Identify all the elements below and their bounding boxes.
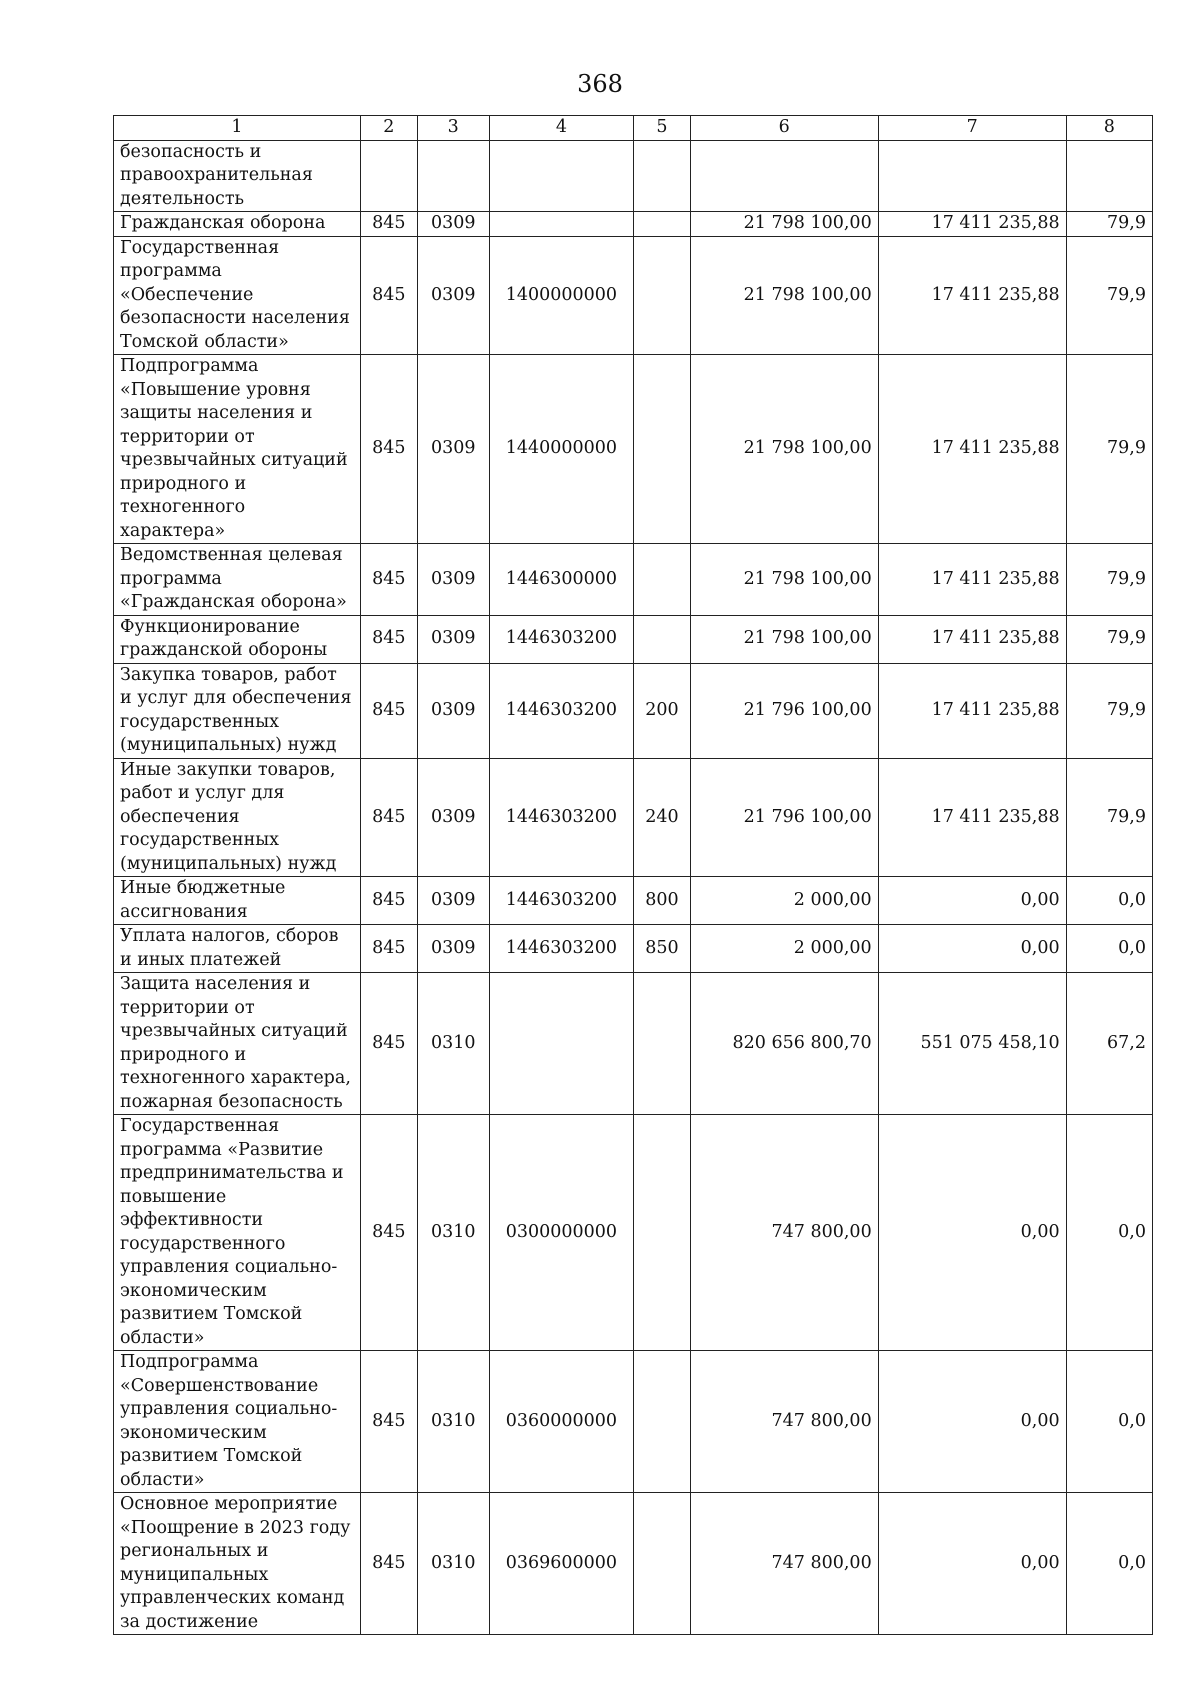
cell-percent bbox=[1066, 140, 1152, 212]
cell-section bbox=[417, 140, 489, 212]
cell-plan: 747 800,00 bbox=[690, 1115, 878, 1351]
cell-target: 1440000000 bbox=[489, 355, 633, 544]
cell-type bbox=[634, 212, 691, 237]
table-row bbox=[114, 1351, 1153, 1493]
cell-ministry: 845 bbox=[360, 544, 417, 616]
cell-percent: 79,9 bbox=[1066, 236, 1152, 355]
cell-executed: 0,00 bbox=[878, 1493, 1066, 1635]
cell-type: 800 bbox=[634, 877, 691, 925]
cell-plan: 2 000,00 bbox=[690, 877, 878, 925]
cell-name: Государственная программа «Обеспечение безопасности населения Томской области» bbox=[114, 236, 361, 355]
cell-type bbox=[634, 544, 691, 616]
cell-plan: 21 798 100,00 bbox=[690, 544, 878, 616]
cell-percent: 79,9 bbox=[1066, 544, 1152, 616]
cell-ministry: 845 bbox=[360, 663, 417, 758]
cell-percent: 0,0 bbox=[1066, 1115, 1152, 1351]
cell-ministry: 845 bbox=[360, 355, 417, 544]
cell-percent: 79,9 bbox=[1066, 355, 1152, 544]
cell-section: 0309 bbox=[417, 355, 489, 544]
cell-target: 1446303200 bbox=[489, 925, 633, 973]
table-row bbox=[114, 140, 1153, 212]
cell-ministry: 845 bbox=[360, 758, 417, 877]
cell-ministry: 845 bbox=[360, 1115, 417, 1351]
cell-section: 0310 bbox=[417, 1493, 489, 1635]
cell-executed: 17 411 235,88 bbox=[878, 236, 1066, 355]
cell-plan: 21 798 100,00 bbox=[690, 236, 878, 355]
cell-target: 0369600000 bbox=[489, 1493, 633, 1635]
cell-percent: 0,0 bbox=[1066, 1351, 1152, 1493]
budget-table bbox=[113, 115, 1153, 1635]
cell-executed: 0,00 bbox=[878, 925, 1066, 973]
cell-section: 0310 bbox=[417, 1351, 489, 1493]
cell-section: 0309 bbox=[417, 663, 489, 758]
cell-percent: 0,0 bbox=[1066, 1493, 1152, 1635]
cell-target: 1400000000 bbox=[489, 236, 633, 355]
column-header: 3 bbox=[417, 116, 489, 141]
page-number: 368 bbox=[577, 70, 623, 98]
column-header: 5 bbox=[634, 116, 691, 141]
cell-executed: 0,00 bbox=[878, 1115, 1066, 1351]
cell-target bbox=[489, 212, 633, 237]
cell-name: Функционирование гражданской обороны bbox=[114, 615, 361, 663]
cell-name: безопасность и правоохранительная деятельность bbox=[114, 140, 361, 212]
cell-target bbox=[489, 140, 633, 212]
cell-target: 1446303200 bbox=[489, 877, 633, 925]
cell-executed: 17 411 235,88 bbox=[878, 212, 1066, 237]
cell-percent: 79,9 bbox=[1066, 663, 1152, 758]
cell-percent: 0,0 bbox=[1066, 925, 1152, 973]
cell-executed: 551 075 458,10 bbox=[878, 973, 1066, 1115]
cell-plan: 820 656 800,70 bbox=[690, 973, 878, 1115]
cell-plan: 747 800,00 bbox=[690, 1493, 878, 1635]
cell-plan: 21 796 100,00 bbox=[690, 758, 878, 877]
table-row bbox=[114, 925, 1153, 973]
cell-name: Ведомственная целевая программа «Гражданская оборона» bbox=[114, 544, 361, 616]
cell-type bbox=[634, 1493, 691, 1635]
cell-section: 0309 bbox=[417, 236, 489, 355]
column-header: 8 bbox=[1066, 116, 1152, 141]
cell-ministry: 845 bbox=[360, 236, 417, 355]
cell-type bbox=[634, 615, 691, 663]
cell-ministry bbox=[360, 140, 417, 212]
cell-plan: 2 000,00 bbox=[690, 925, 878, 973]
cell-percent: 67,2 bbox=[1066, 973, 1152, 1115]
cell-target: 0360000000 bbox=[489, 1351, 633, 1493]
cell-target: 1446303200 bbox=[489, 615, 633, 663]
cell-name: Гражданская оборона bbox=[114, 212, 361, 237]
cell-ministry: 845 bbox=[360, 615, 417, 663]
table-row bbox=[114, 1493, 1153, 1635]
column-header: 7 bbox=[878, 116, 1066, 141]
cell-type bbox=[634, 140, 691, 212]
table-row bbox=[114, 1115, 1153, 1351]
cell-plan: 21 798 100,00 bbox=[690, 615, 878, 663]
cell-section: 0309 bbox=[417, 925, 489, 973]
table-row bbox=[114, 758, 1153, 877]
cell-type bbox=[634, 236, 691, 355]
cell-target: 0300000000 bbox=[489, 1115, 633, 1351]
cell-ministry: 845 bbox=[360, 212, 417, 237]
cell-name: Подпрограмма «Совершенствование управления социально-экономическим развитием Томской области» bbox=[114, 1351, 361, 1493]
cell-type bbox=[634, 1115, 691, 1351]
cell-plan bbox=[690, 140, 878, 212]
cell-name: Государственная программа «Развитие предпринимательства и повышение эффективности государственного управления социально-экономическим развитием Томской области» bbox=[114, 1115, 361, 1351]
cell-name: Уплата налогов, сборов и иных платежей bbox=[114, 925, 361, 973]
column-header: 4 bbox=[489, 116, 633, 141]
cell-section: 0310 bbox=[417, 973, 489, 1115]
table-row bbox=[114, 973, 1153, 1115]
cell-name: Иные бюджетные ассигнования bbox=[114, 877, 361, 925]
cell-plan: 21 798 100,00 bbox=[690, 212, 878, 237]
cell-percent: 79,9 bbox=[1066, 615, 1152, 663]
cell-executed: 0,00 bbox=[878, 877, 1066, 925]
cell-target: 1446303200 bbox=[489, 663, 633, 758]
cell-section: 0309 bbox=[417, 615, 489, 663]
table-row bbox=[114, 212, 1153, 237]
table-row bbox=[114, 236, 1153, 355]
cell-ministry: 845 bbox=[360, 1351, 417, 1493]
cell-plan: 21 796 100,00 bbox=[690, 663, 878, 758]
cell-name: Закупка товаров, работ и услуг для обеспечения государственных (муниципальных) нужд bbox=[114, 663, 361, 758]
cell-executed: 17 411 235,88 bbox=[878, 355, 1066, 544]
cell-section: 0309 bbox=[417, 877, 489, 925]
cell-ministry: 845 bbox=[360, 925, 417, 973]
cell-target bbox=[489, 973, 633, 1115]
cell-percent: 0,0 bbox=[1066, 877, 1152, 925]
cell-section: 0309 bbox=[417, 544, 489, 616]
cell-plan: 747 800,00 bbox=[690, 1351, 878, 1493]
table-row bbox=[114, 663, 1153, 758]
cell-section: 0309 bbox=[417, 212, 489, 237]
cell-target: 1446303200 bbox=[489, 758, 633, 877]
cell-type bbox=[634, 1351, 691, 1493]
cell-type: 240 bbox=[634, 758, 691, 877]
table-header-row bbox=[114, 116, 1153, 141]
cell-name: Подпрограмма «Повышение уровня защиты населения и территории от чрезвычайных ситуаций природного и техногенного характера» bbox=[114, 355, 361, 544]
column-header: 2 bbox=[360, 116, 417, 141]
table-row bbox=[114, 355, 1153, 544]
cell-name: Основное мероприятие «Поощрение в 2023 году региональных и муниципальных управленческих команд за достижение bbox=[114, 1493, 361, 1635]
cell-plan: 21 798 100,00 bbox=[690, 355, 878, 544]
cell-section: 0310 bbox=[417, 1115, 489, 1351]
cell-executed: 17 411 235,88 bbox=[878, 615, 1066, 663]
cell-section: 0309 bbox=[417, 758, 489, 877]
column-header: 6 bbox=[690, 116, 878, 141]
table-row bbox=[114, 877, 1153, 925]
cell-name: Защита населения и территории от чрезвычайных ситуаций природного и техногенного характера, пожарная безопасность bbox=[114, 973, 361, 1115]
cell-executed: 17 411 235,88 bbox=[878, 544, 1066, 616]
table-row bbox=[114, 544, 1153, 616]
cell-ministry: 845 bbox=[360, 973, 417, 1115]
table-row bbox=[114, 615, 1153, 663]
cell-ministry: 845 bbox=[360, 877, 417, 925]
cell-type: 200 bbox=[634, 663, 691, 758]
cell-executed: 17 411 235,88 bbox=[878, 663, 1066, 758]
cell-executed: 0,00 bbox=[878, 1351, 1066, 1493]
cell-executed bbox=[878, 140, 1066, 212]
cell-percent: 79,9 bbox=[1066, 212, 1152, 237]
cell-executed: 17 411 235,88 bbox=[878, 758, 1066, 877]
cell-percent: 79,9 bbox=[1066, 758, 1152, 877]
column-header: 1 bbox=[114, 116, 361, 141]
cell-type: 850 bbox=[634, 925, 691, 973]
cell-target: 1446300000 bbox=[489, 544, 633, 616]
cell-name: Иные закупки товаров, работ и услуг для обеспечения государственных (муниципальных) нужд bbox=[114, 758, 361, 877]
cell-type bbox=[634, 973, 691, 1115]
cell-ministry: 845 bbox=[360, 1493, 417, 1635]
cell-type bbox=[634, 355, 691, 544]
